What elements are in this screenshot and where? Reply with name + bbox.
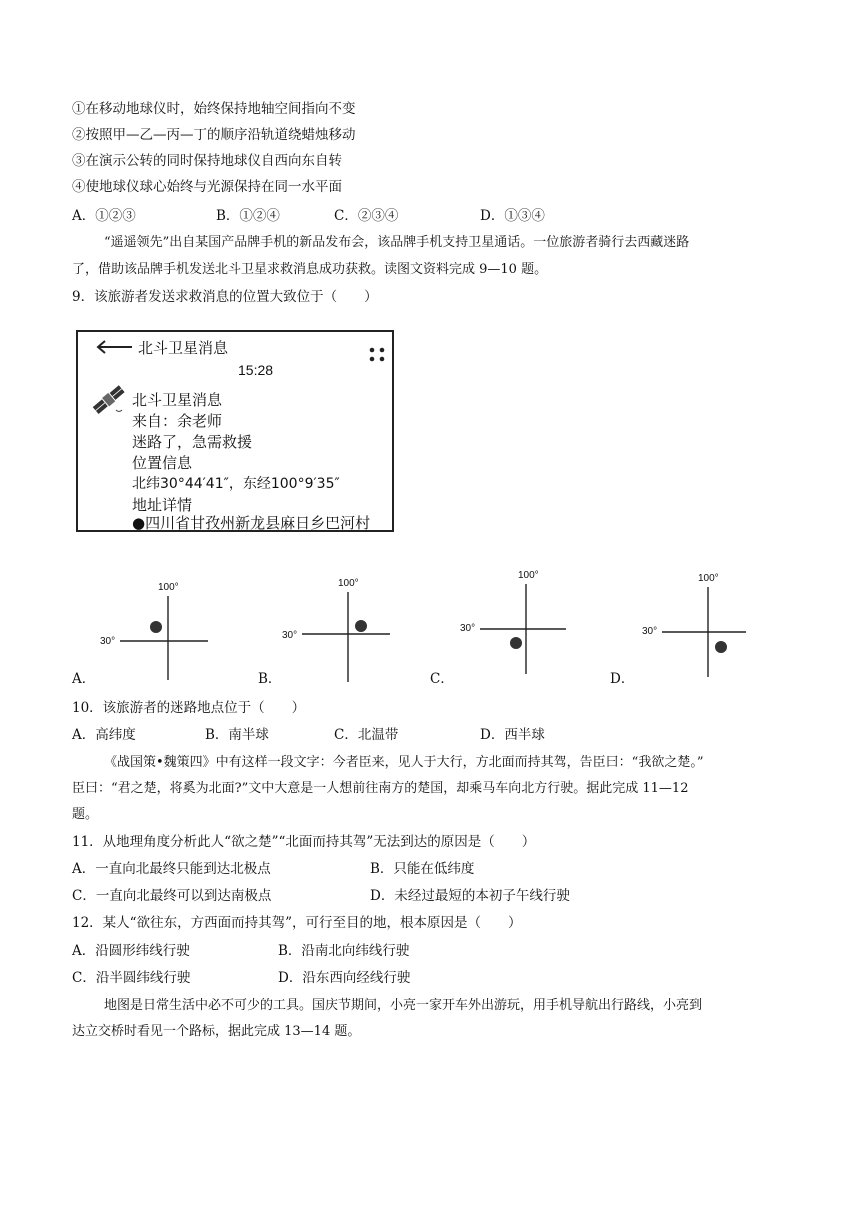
message-header: 北斗卫星消息: [138, 339, 229, 357]
diagram-a: [118, 596, 208, 682]
diagram-d-lat-label: 30°: [642, 626, 658, 637]
q12-choice-c: C．沿半圆纬线行驶: [72, 970, 191, 986]
passage1-line1: “遥遥领先”出自某国产品牌手机的新品发布会，该品牌手机支持卫星通话。一位旅游者骑行去西藏迷路: [104, 235, 690, 250]
diagram-d: [660, 587, 752, 677]
location-label: 位置信息: [132, 454, 193, 472]
q11-choice-c: C．一直向北最终可以到达南极点: [72, 888, 272, 904]
message-from: 来自：余老师: [132, 412, 223, 430]
question-12: 12．某人“欲往东，方西面而持其驾”，可行至目的地，根本原因是（ ）: [72, 915, 522, 931]
passage3-line2: 达立交桥时看见一个路标，据此完成 13—14 题。: [72, 1024, 361, 1039]
q12-choice-b: B．沿南北向纬线行驶: [278, 943, 410, 959]
passage2-line3: 题。: [72, 807, 99, 822]
q8-option-2: ②按照甲—乙—丙—丁的顺序沿轨道绕蜡烛移动: [72, 127, 356, 143]
q10-choice-a: A．高纬度: [72, 727, 136, 743]
location-dot: [715, 641, 727, 653]
q10-choice-c: C．北温带: [334, 727, 399, 743]
diagram-d-lon-label: 100°: [698, 573, 719, 584]
diagram-a-letter: A．: [72, 671, 96, 687]
location-dot: [150, 621, 162, 633]
passage2-line1: 《战国策•魏策四》中有这样一段文字：今者臣来，见人于大行，方北面而持其驾，告臣曰：“我欲之楚。”: [104, 755, 704, 770]
question-10: 10．该旅游者的迷路地点位于（ ）: [72, 700, 306, 716]
beidou-message-screenshot: [76, 330, 394, 532]
diagram-a-lon-label: 100°: [158, 582, 179, 593]
q11-choice-a: A．一直向北最终只能到达北极点: [72, 861, 271, 877]
diagram-b-lon-label: 100°: [338, 578, 359, 589]
location-coords: 北纬30°44′41″，东经100°9′35″: [132, 476, 340, 492]
q8-choice-d: D．①③④: [480, 208, 545, 224]
diagram-c-lon-label: 100°: [518, 570, 539, 581]
message-content: 迷路了，急需救援: [132, 433, 253, 451]
location-dot: [510, 637, 522, 649]
passage2-line2: 臣曰：“君之楚，将奚为北面?”文中大意是一人想前往南方的楚国，却乘马车向北方行驶。据此完成 11—12: [72, 781, 689, 796]
diagram-b: [300, 592, 390, 682]
q10-choice-d: D．西半球: [480, 727, 545, 743]
q8-option-3: ③在演示公转的同时保持地球仪自西向东自转: [72, 153, 342, 169]
passage3-line1: 地图是日常生活中必不可少的工具。国庆节期间，小亮一家开车外出游玩，用手机导航出行路线，小亮到: [104, 998, 703, 1013]
q8-option-4: ④使地球仪球心始终与光源保持在同一水平面: [72, 179, 342, 195]
q12-choice-d: D．沿东西向经线行驶: [278, 970, 411, 986]
diagram-a-lat-label: 30°: [100, 636, 116, 647]
q11-choice-b: B．只能在低纬度: [370, 861, 475, 877]
location-dot: [355, 620, 367, 632]
address-detail: ●四川省甘孜州新龙县麻日乡巴河村: [132, 514, 371, 532]
question-11: 11．从地理角度分析此人“欲之楚”“北面而持其驾”无法到达的原因是（ ）: [72, 834, 536, 850]
diagram-c-lat-label: 30°: [460, 623, 476, 634]
diagram-c-letter: C．: [430, 671, 454, 687]
q10-choice-b: B．南半球: [205, 727, 269, 743]
q8-choice-b: B．①②④: [216, 208, 280, 224]
satellite-icon: [90, 380, 128, 420]
message-title: 北斗卫星消息: [132, 391, 223, 409]
passage1-line2: 了，借助该品牌手机发送北斗卫星求救消息成功获救。读图文资料完成 9—10 题。: [72, 262, 548, 277]
question-9: 9．该旅游者发送求救消息的位置大致位于（ ）: [72, 289, 378, 305]
more-dots-icon: [368, 346, 388, 364]
q12-choice-a: A．沿圆形纬线行驶: [72, 943, 190, 959]
address-label: 地址详情: [132, 496, 193, 514]
diagram-b-lat-label: 30°: [282, 630, 298, 641]
q8-choice-c: C．②③④: [334, 208, 399, 224]
q8-choice-a: A．①②③: [72, 208, 136, 224]
diagram-c: [478, 584, 570, 674]
back-arrow-icon: [94, 338, 134, 356]
message-time: 15:28: [238, 362, 274, 378]
q11-choice-d: D．未经过最短的本初子午线行驶: [370, 888, 570, 904]
diagram-b-letter: B．: [258, 671, 282, 687]
diagram-d-letter: D．: [610, 671, 635, 687]
q8-option-1: ①在移动地球仪时，始终保持地轴空间指向不变: [72, 101, 356, 117]
